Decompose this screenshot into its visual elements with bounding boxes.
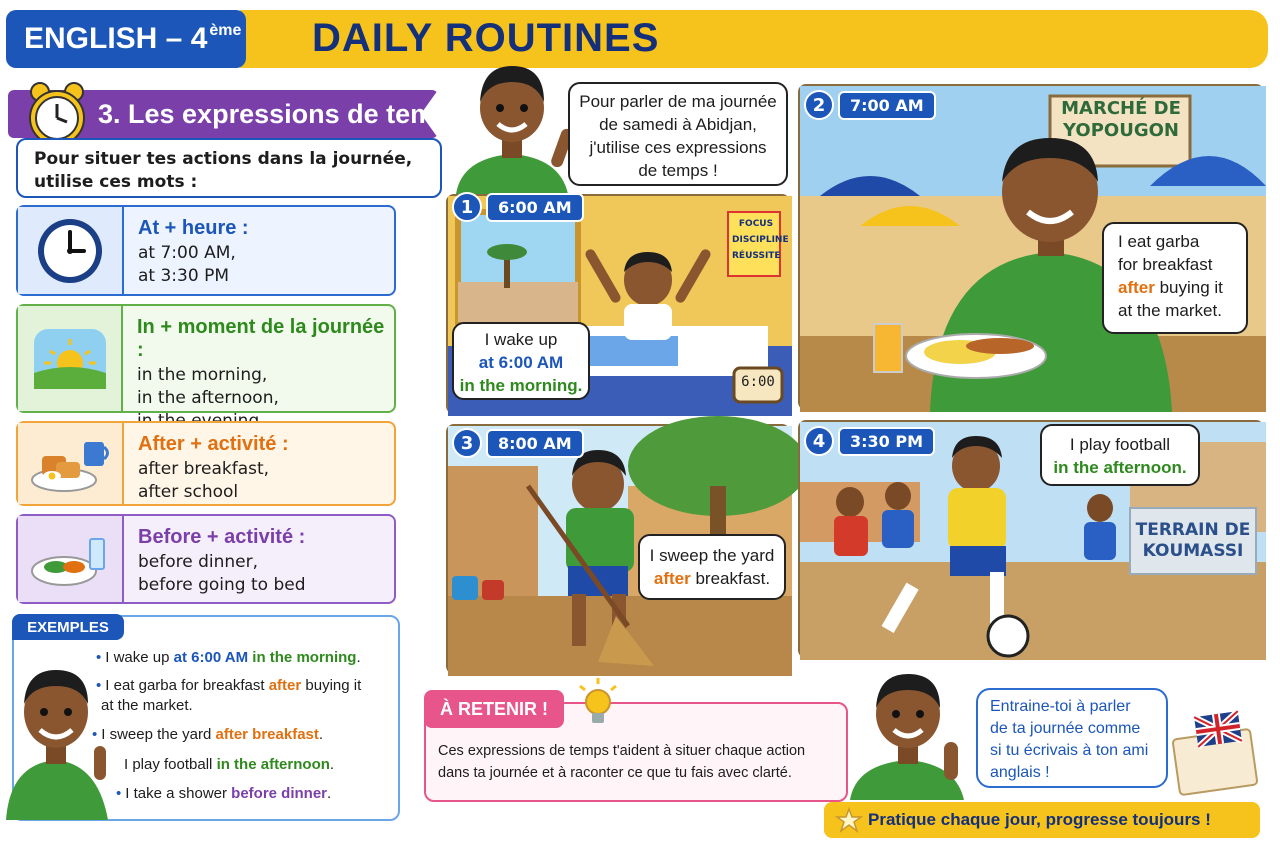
scene-number: 3 [452, 428, 482, 458]
dinner-plate-icon [18, 516, 124, 602]
lightbulb-icon [576, 678, 620, 728]
rule-card-in [16, 304, 396, 413]
level-sup: ème [209, 22, 242, 39]
rule-line: at 3:30 PM [138, 266, 229, 286]
example-3: • I sweep the yard after breakfast. [92, 726, 324, 743]
sunrise-icon [18, 306, 123, 411]
boy-pointing-illustration [452, 62, 582, 194]
scene-number: 1 [452, 192, 482, 222]
footer-band [824, 802, 1260, 838]
rule-line: at 7:00 AM, [138, 243, 236, 263]
intro-speech-bubble: Pour parler de ma journée de samedi à Abidjan, j'utilise ces expressions de temps ! [568, 82, 788, 186]
rule-line: after breakfast, [138, 459, 270, 479]
rule-card-after [16, 421, 396, 506]
scene-3-bubble: I sweep the yard after breakfast. [638, 534, 786, 600]
rule-line: before going to bed [138, 575, 306, 595]
rule-head-at: At + heure : [138, 217, 249, 239]
market-sign: MARCHÉ DE YOPOUGON [1061, 98, 1181, 141]
poster: FOCUS DISCIPLINE RÉUSSITE [732, 219, 789, 261]
boy-thumbs-up-illustration [846, 670, 976, 800]
field-sign: TERRAIN DE KOUMASSI [1135, 520, 1251, 561]
envelope-uk-flag-icon [1172, 706, 1260, 796]
rule-line: in the afternoon, [137, 388, 279, 408]
scene-time: 7:00 AM [838, 91, 936, 120]
scene-time: 3:30 PM [838, 427, 935, 456]
intro-box [16, 138, 442, 198]
example-2-cont: at the market. [101, 697, 193, 714]
alarm-clock-display: 6:00 [741, 374, 775, 390]
rule-line: before dinner, [138, 552, 259, 572]
example-4: I play football in the afternoon. [124, 756, 335, 773]
scene-2-bubble: I eat garba for breakfast after buying it at the market. [1102, 222, 1248, 334]
intro-line-2: utilise ces mots : [34, 172, 198, 192]
example-1: • I wake up at 6:00 AM in the morning. [96, 649, 361, 666]
example-2: • I eat garba for breakfast after buying it [96, 677, 362, 694]
page-title: DAILY ROUTINES [312, 16, 660, 60]
scene-4-bubble: I play football in the afternoon. [1040, 424, 1200, 486]
rule-line: in the morning, [137, 365, 268, 385]
scene-number: 4 [804, 426, 834, 456]
scene-time: 6:00 AM [486, 193, 584, 222]
example-5: • I take a shower before dinner. [116, 785, 332, 802]
rule-line: after school [138, 482, 239, 502]
level-label: ENGLISH – 4 [24, 22, 208, 55]
rule-card-at [16, 205, 396, 296]
scene-1-bubble: I wake up at 6:00 AM in the morning. [452, 322, 590, 400]
section-title: 3. Les expressions de temps [98, 99, 466, 129]
scene-2-badge [804, 90, 936, 120]
footer-text: Pratique chaque jour, progresse toujours ! [868, 810, 1211, 829]
clock-icon [18, 207, 124, 294]
scene-1-badge [452, 192, 584, 222]
rule-card-before [16, 514, 396, 604]
examples-tab: EXEMPLES [12, 614, 124, 640]
retenir-tab: À RETENIR ! [424, 690, 564, 728]
rule-head-before: Before + activité : [138, 526, 306, 548]
intro-line-1: Pour situer tes actions dans la journée, [34, 149, 413, 169]
retenir-text: Ces expressions de temps t'aident à situer chaque action dans ta journée et à raconter ce que tu fais avec clarté. [438, 743, 806, 781]
practice-speech-bubble: Entraine-toi à parler de ta journée comme si tu écrivais à ton ami anglais ! [976, 688, 1168, 788]
breakfast-icon [18, 423, 124, 504]
rule-head-in: In + moment de la journée : [137, 316, 385, 361]
rule-head-after: After + activité : [138, 433, 289, 455]
scene-3-badge [452, 428, 584, 458]
star-icon [836, 808, 862, 832]
level-badge [6, 10, 246, 68]
scene-number: 2 [804, 90, 834, 120]
scene-4-badge [804, 426, 935, 456]
scene-time: 8:00 AM [486, 429, 584, 458]
